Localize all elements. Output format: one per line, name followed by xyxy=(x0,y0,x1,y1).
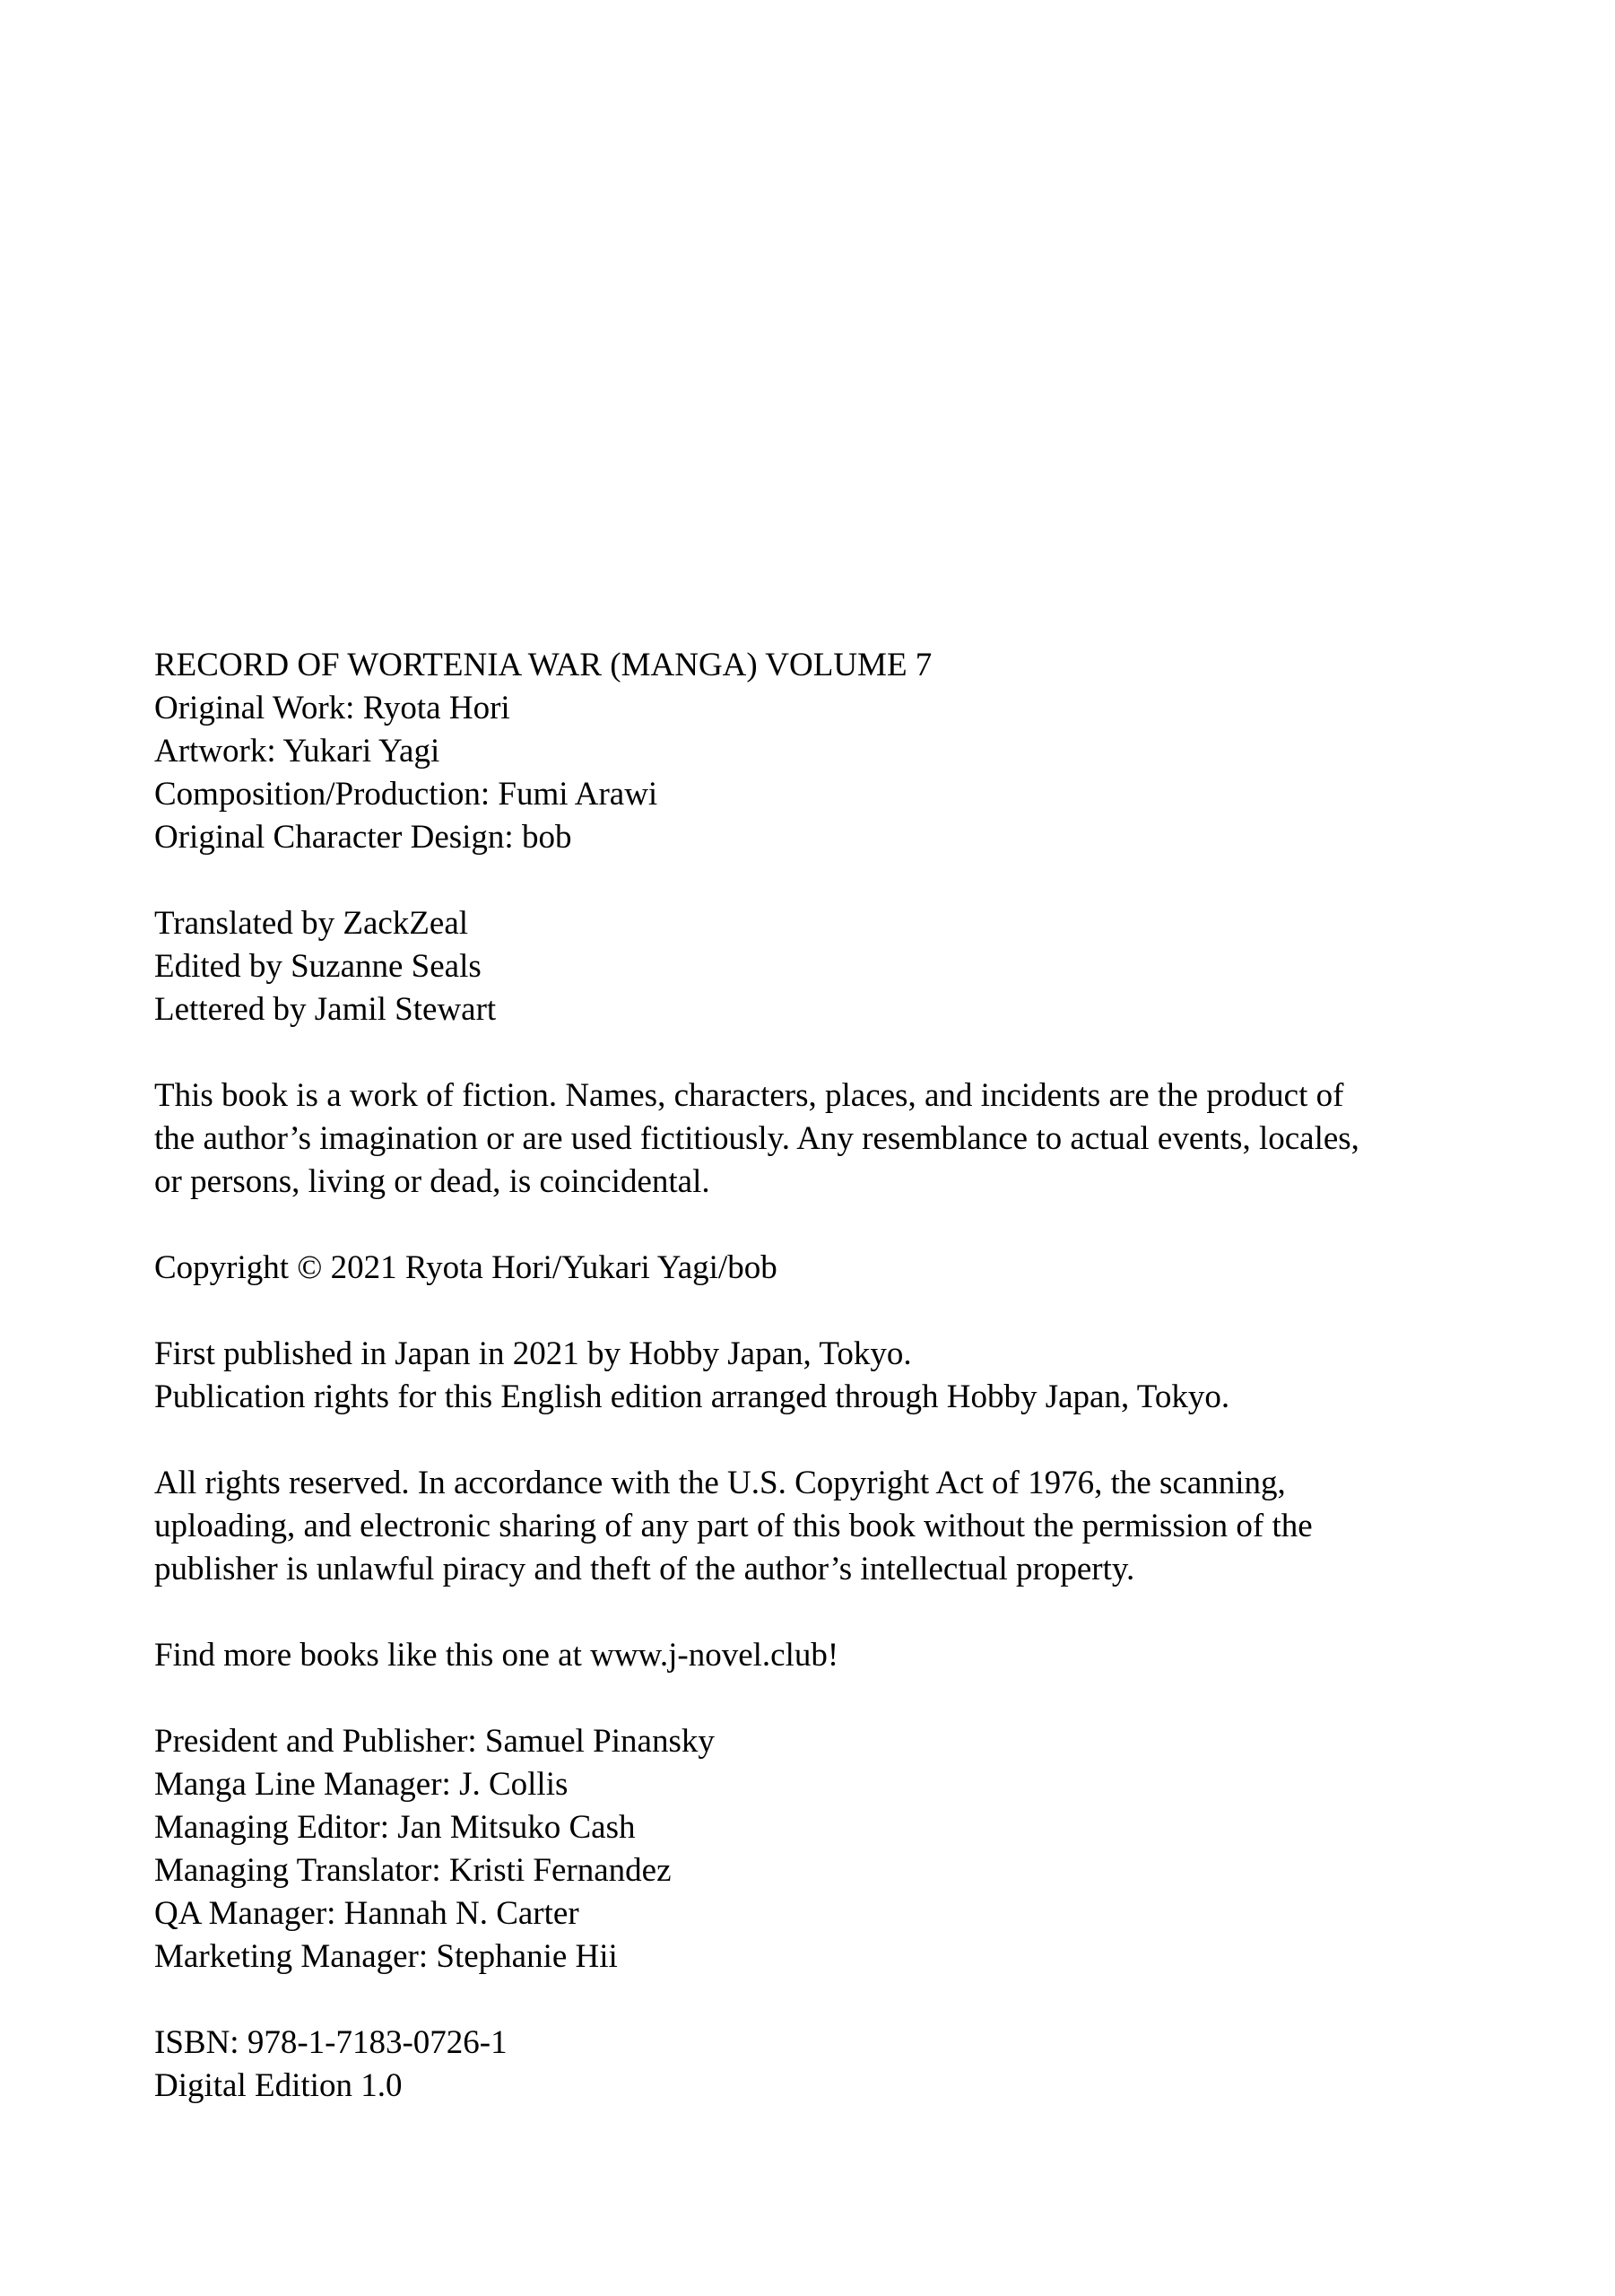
copyright-block xyxy=(154,1247,1553,1290)
credit-letterer: Lettered by Jamil Stewart xyxy=(154,991,497,1028)
title-credits-block xyxy=(154,644,1553,859)
credit-composition-production: Composition/Production: Fumi Arawi xyxy=(154,776,658,813)
publication-line-1: First published in Japan in 2021 by Hobby Japan, Tokyo. xyxy=(154,1335,912,1372)
staff-marketing-manager: Marketing Manager: Stephanie Hii xyxy=(154,1938,618,1975)
credit-original-work: Original Work: Ryota Hori xyxy=(154,690,510,726)
rights-notice-block xyxy=(154,1462,1553,1591)
find-more-block xyxy=(154,1634,1553,1677)
credit-editor: Edited by Suzanne Seals xyxy=(154,948,482,985)
book-title: RECORD OF WORTENIA WAR (MANGA) VOLUME 7 xyxy=(154,647,933,683)
credit-artwork: Artwork: Yukari Yagi xyxy=(154,733,440,770)
staff-qa-manager: QA Manager: Hannah N. Carter xyxy=(154,1895,579,1932)
staff-managing-translator: Managing Translator: Kristi Fernandez xyxy=(154,1852,672,1889)
fiction-disclaimer-block xyxy=(154,1074,1553,1204)
fiction-disclaimer-line-2: the author’s imagination or are used fictitiously. Any resemblance to actual events, locales, xyxy=(154,1120,1359,1157)
fiction-disclaimer-line-1: This book is a work of fiction. Names, characters, places, and incidents are the product of xyxy=(154,1077,1344,1114)
edition-block xyxy=(154,2022,1553,2108)
publisher-staff-block xyxy=(154,1720,1553,1979)
digital-edition-version: Digital Edition 1.0 xyxy=(154,2067,403,2104)
staff-manga-line-manager: Manga Line Manager: J. Collis xyxy=(154,1766,569,1803)
rights-notice-line-3: publisher is unlawful piracy and theft of the author’s intellectual property. xyxy=(154,1551,1135,1587)
publication-block xyxy=(154,1333,1553,1419)
copyright-notice: Copyright © 2021 Ryota Hori/Yukari Yagi/bob xyxy=(154,1249,777,1286)
credit-character-design: Original Character Design: bob xyxy=(154,819,572,856)
localization-credits-block xyxy=(154,902,1553,1031)
isbn-number: ISBN: 978-1-7183-0726-1 xyxy=(154,2024,508,2061)
rights-notice-line-2: uploading, and electronic sharing of any part of this book without the permission of the xyxy=(154,1508,1313,1544)
fiction-disclaimer-line-3: or persons, living or dead, is coincidental. xyxy=(154,1163,710,1200)
colophon-text xyxy=(154,644,1553,2151)
staff-managing-editor: Managing Editor: Jan Mitsuko Cash xyxy=(154,1809,636,1846)
staff-president-publisher: President and Publisher: Samuel Pinansky xyxy=(154,1723,715,1760)
find-more-books-text: Find more books like this one at www.j-novel.club! xyxy=(154,1637,839,1674)
credit-translator: Translated by ZackZeal xyxy=(154,905,469,942)
rights-notice-line-1: All rights reserved. In accordance with the U.S. Copyright Act of 1976, the scanning, xyxy=(154,1465,1286,1501)
publication-line-2: Publication rights for this English edition arranged through Hobby Japan, Tokyo. xyxy=(154,1378,1230,1415)
